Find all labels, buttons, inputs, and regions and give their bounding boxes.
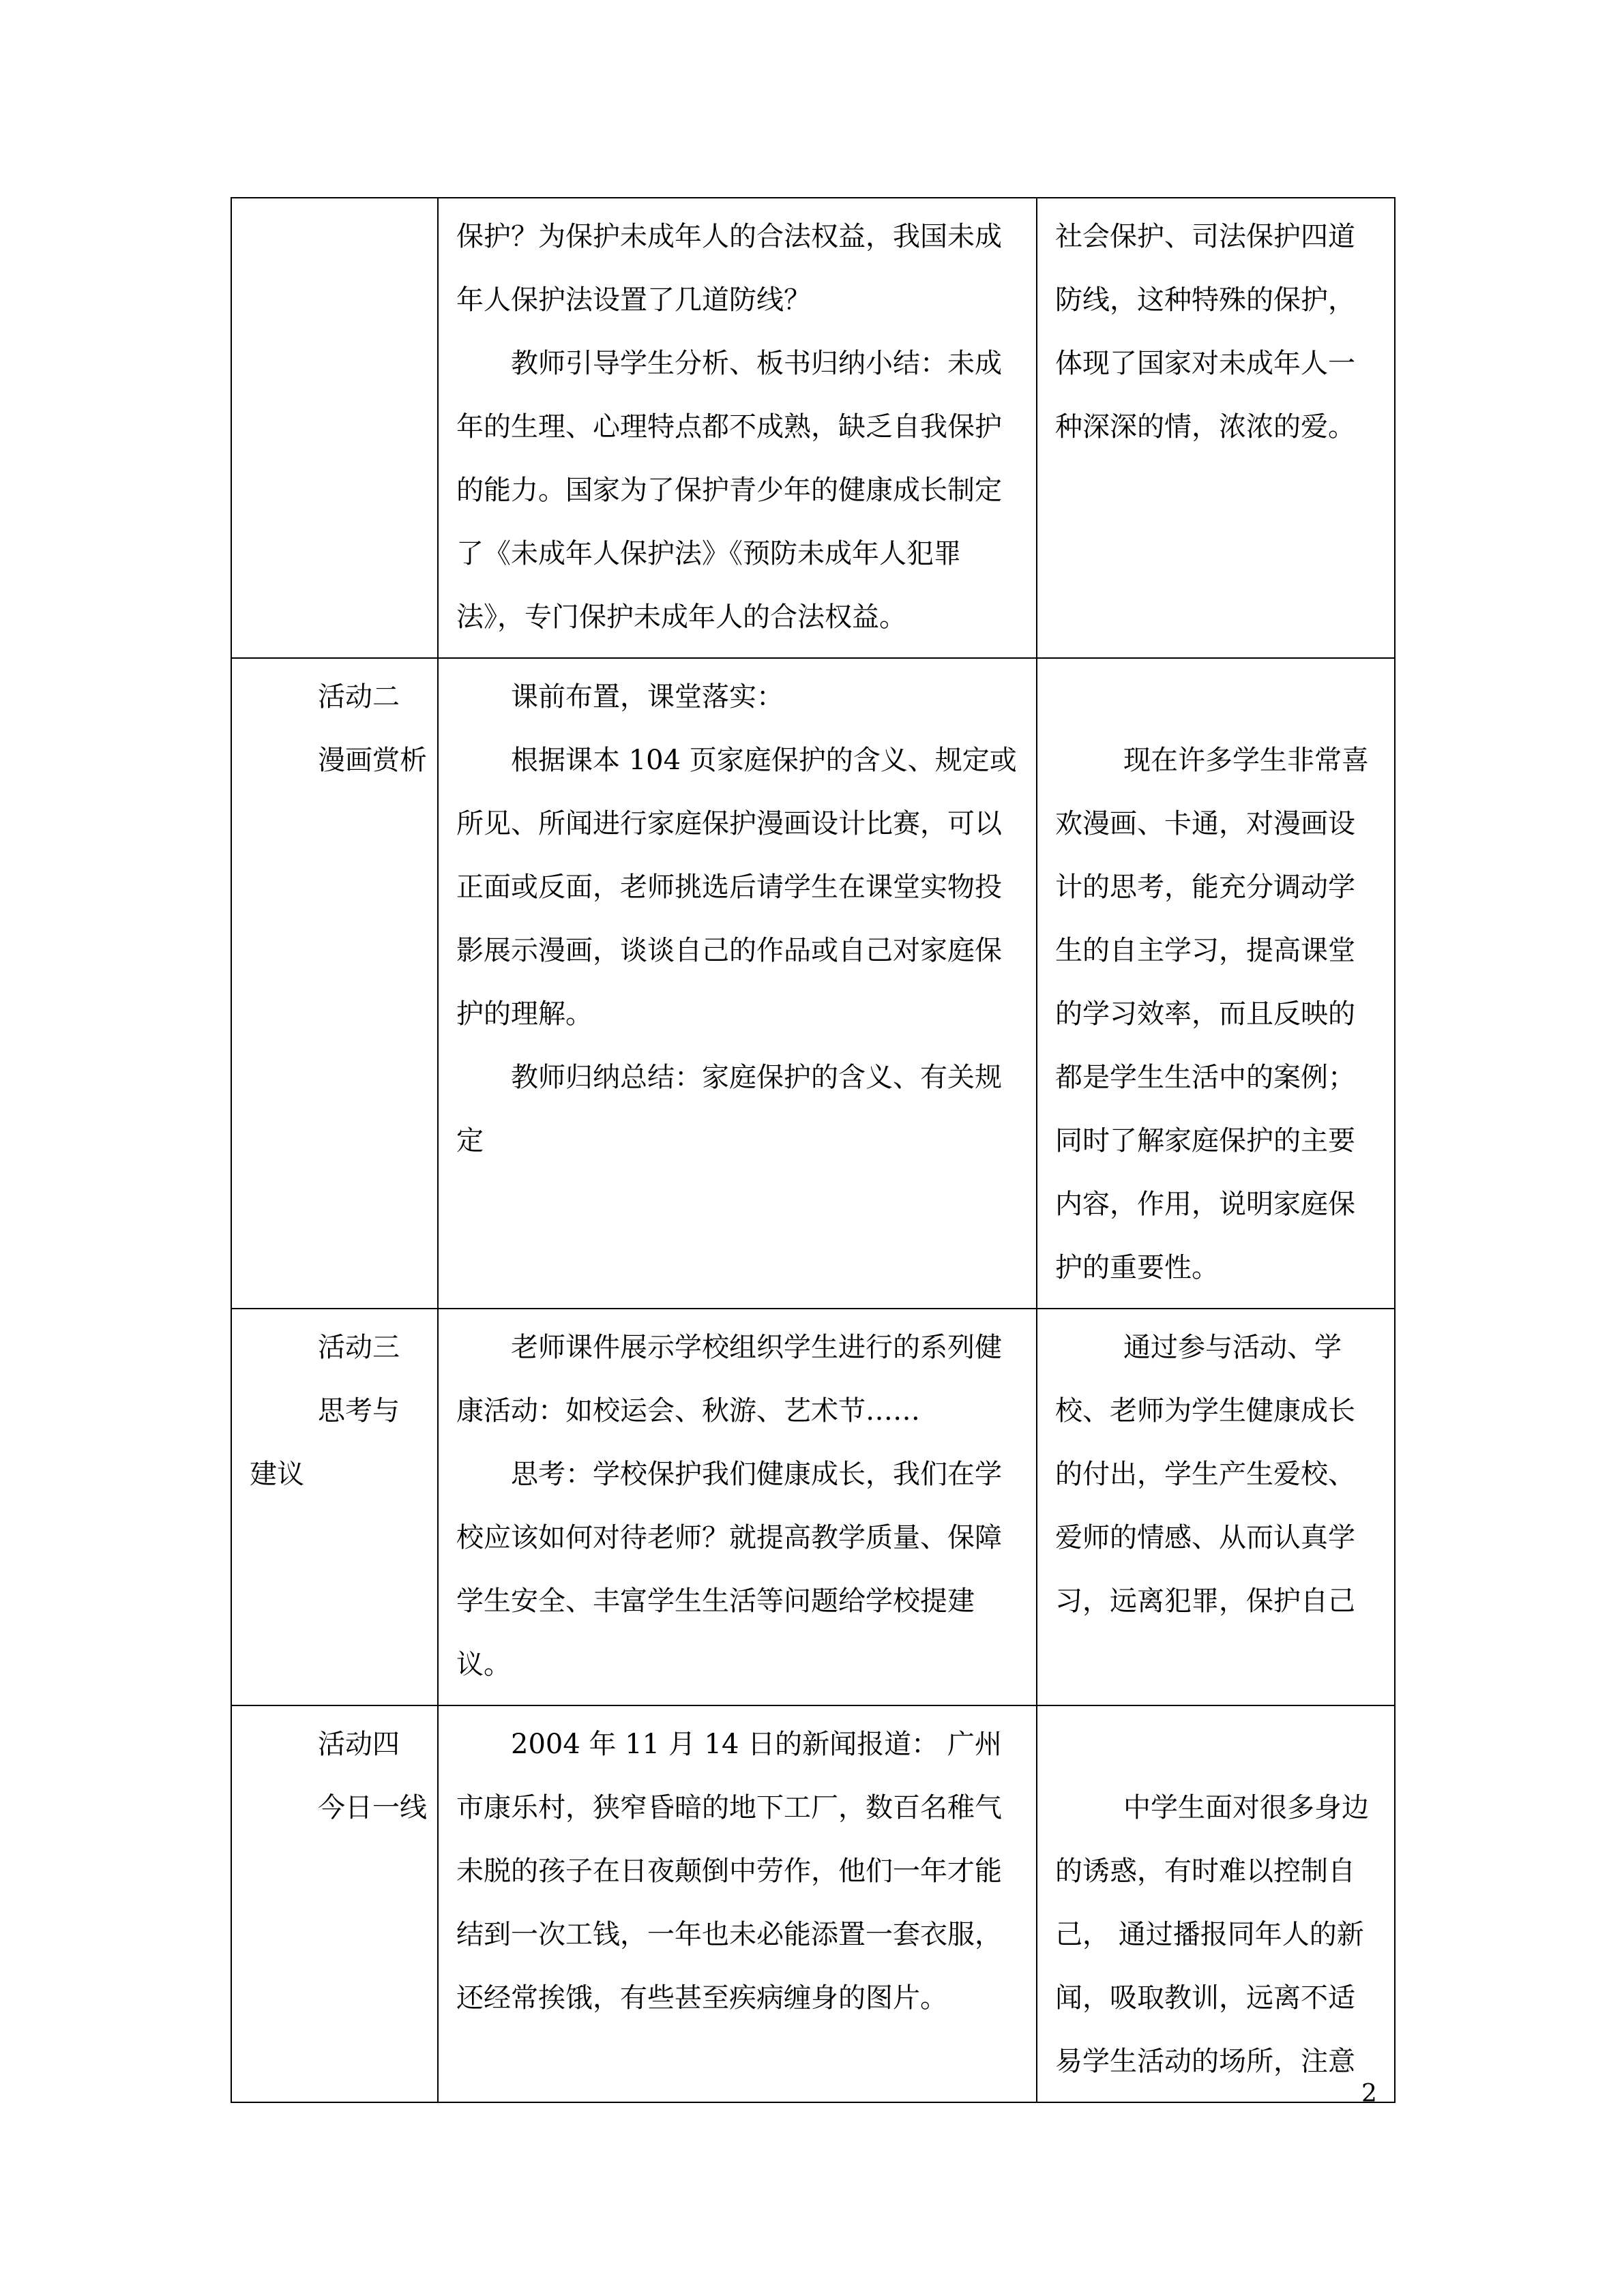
lesson-plan-table [231, 197, 1396, 2103]
activity-label-cell [231, 1309, 438, 1705]
table-row [231, 1705, 1395, 2102]
blank-line [1055, 666, 1376, 729]
activity-number: 活动三 [318, 1332, 400, 1363]
activity-content-cell [438, 1705, 1037, 2102]
table-row [231, 198, 1395, 658]
content-paragraph: 课前布置，课堂落实： [511, 681, 784, 713]
page-number: 2 [1361, 2080, 1377, 2108]
content-paragraph: 教师归纳总结：家庭保护的含义、有关规定 [456, 1062, 1002, 1157]
content-paragraph: 教师引导学生分析、板书归纳小结：未成年的生理、心理特点都不成熟，缺乏自我保护的能力。国家为了保护青少年的健康成长制定了《未成年人保护法》《预防未成年人犯罪法》，专门保护未成年人的合法权益。 [456, 348, 1002, 633]
content-paragraph: 老师课件展示学校组织学生进行的系列健康活动：如校运会、秋游、艺术节…… [456, 1332, 1002, 1427]
content-paragraph: 2004 年 11 月 14 日的新闻报道： 广州市康乐村，狭窄昏暗的地下工厂，数百名稚气未脱的孩子在日夜颠倒中劳作，他们一年才能结到一次工钱，一年也未必能添置一套衣服，还经常挨饿，有些甚至疾病缠身的图片。 [456, 1729, 1002, 2014]
content-paragraph: 根据课本 104 页家庭保护的含义、规定或所见、所闻进行家庭保护漫画设计比赛，可以正面或反面，老师挑选后请学生在课堂实物投影展示漫画，谈谈自己的作品或自己对家庭保护的理解。 [456, 745, 1017, 1030]
activity-number: 活动二 [318, 681, 400, 713]
activity-content-cell [438, 658, 1037, 1309]
blank-line [1055, 1713, 1376, 1776]
intent-paragraph: 现在许多学生非常喜欢漫画、卡通，对漫画设计的思考，能充分调动学生的自主学习，提高课堂的学习效率，而且反映的都是学生生活中的案例；同时了解家庭保护的主要内容，作用，说明家庭保护的重要性。 [1055, 745, 1369, 1283]
activity-label-cell [231, 198, 438, 658]
activity-number: 活动四 [318, 1729, 400, 1760]
activity-label-cell [231, 658, 438, 1309]
intent-paragraph: 中学生面对很多身边的诱惑，有时难以控制自己， 通过播报同年人的新闻，吸取教训，远离不适易学生活动的场所，注意 [1055, 1792, 1369, 2077]
activity-content-cell [438, 1309, 1037, 1705]
activity-label-cell [231, 1705, 438, 2102]
activity-title: 思考与建议 [250, 1395, 400, 1490]
design-intent-cell [1037, 1309, 1395, 1705]
content-paragraph: 思考：学校保护我们健康成长，我们在学校应该如何对待老师？就提高教学质量、保障学生安全、丰富学生生活等问题给学校提建议。 [456, 1459, 1002, 1680]
activity-content-cell [438, 198, 1037, 658]
table-row [231, 658, 1395, 1309]
design-intent-cell [1037, 658, 1395, 1309]
table-row [231, 1309, 1395, 1705]
design-intent-cell [1037, 198, 1395, 658]
design-intent-cell [1037, 1705, 1395, 2102]
content-paragraph: 保护？为保护未成年人的合法权益，我国未成年人保护法设置了几道防线？ [456, 221, 1002, 316]
activity-title: 漫画赏析 [318, 745, 427, 776]
activity-title: 今日一线 [318, 1792, 427, 1823]
intent-paragraph: 社会保护、司法保护四道防线，这种特殊的保护，体现了国家对未成年人一种深深的情，浓浓的爱。 [1055, 221, 1355, 443]
intent-paragraph: 通过参与活动、学校、老师为学生健康成长的付出，学生产生爱校、爱师的情感、从而认真学习，远离犯罪，保护自己 [1055, 1332, 1355, 1617]
